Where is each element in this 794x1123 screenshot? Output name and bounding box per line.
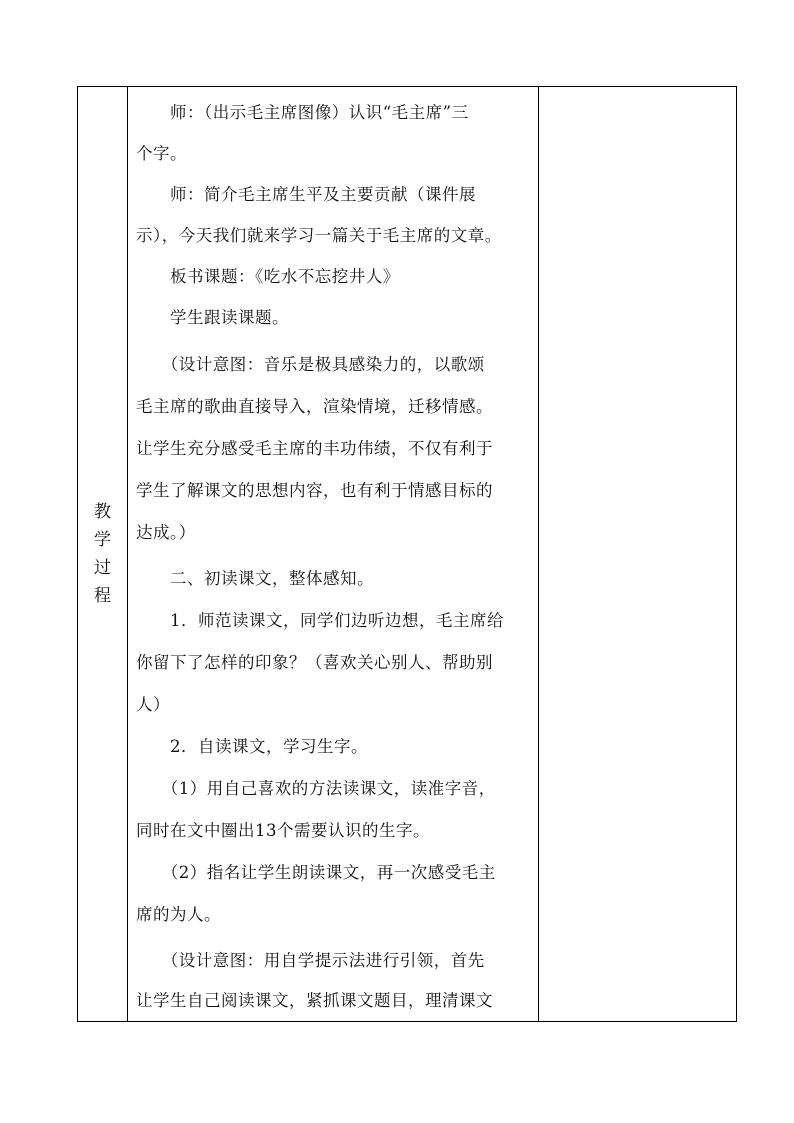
text-line: 个字。 <box>136 144 187 163</box>
text-line: 让学生充分感受毛主席的丰功伟绩，不仅有利于 <box>136 439 493 458</box>
table-row <box>78 87 737 1022</box>
section-label-cell <box>78 87 128 1022</box>
section-label <box>93 498 113 610</box>
text-line: 1．师范读课文，同学们边听边想，毛主席给 <box>136 611 504 630</box>
text-line: 板书课题：《吃水不忘挖井人》 <box>136 267 400 286</box>
text-line: 人） <box>136 695 170 714</box>
text-line: （1）用自己喜欢的方法读课文，读准字音， <box>136 779 496 798</box>
notes-cell <box>539 87 737 1022</box>
text-line: 二、初读课文，整体感知。 <box>136 569 374 588</box>
label-char: 程 <box>94 586 111 606</box>
label-char: 过 <box>94 558 111 578</box>
content-cell <box>128 87 539 1022</box>
text-line: （设计意图：用自学提示法进行引领，首先 <box>136 951 485 970</box>
text-line: 2．自读课文，学习生字。 <box>136 737 368 756</box>
text-line: 师：简介毛主席生平及主要贡献（课件展 <box>136 185 476 204</box>
text-line: 同时在文中圈出13个需要认识的生字。 <box>136 821 430 840</box>
label-char: 教 <box>94 502 111 522</box>
label-char: 学 <box>94 530 111 550</box>
text-line: 你留下了怎样的印象？（喜欢关心别人、帮助别 <box>136 653 493 672</box>
text-line: 学生跟读课题。 <box>136 308 289 327</box>
text-line: （2）指名让学生朗读课文，再一次感受毛主 <box>136 863 496 882</box>
text-line: 示），今天我们就来学习一篇关于毛主席的文章。 <box>136 226 502 245</box>
text-line: （设计意图：音乐是极具感染力的，以歌颂 <box>136 355 485 374</box>
content-text <box>128 87 538 1021</box>
text-line: 席的为人。 <box>136 905 221 924</box>
text-line: 让学生自己阅读课文，紧抓课文题目，理清课文 <box>136 991 493 1010</box>
text-line: 师：（出示毛主席图像）认识“毛主席”三 <box>136 103 469 122</box>
text-line: 学生了解课文的思想内容，也有利于情感目标的 <box>136 481 493 500</box>
text-line: 达成。） <box>136 523 196 542</box>
lesson-plan-table <box>77 86 737 1022</box>
text-line: 毛主席的歌曲直接导入，渲染情境，迁移情感。 <box>136 397 493 416</box>
